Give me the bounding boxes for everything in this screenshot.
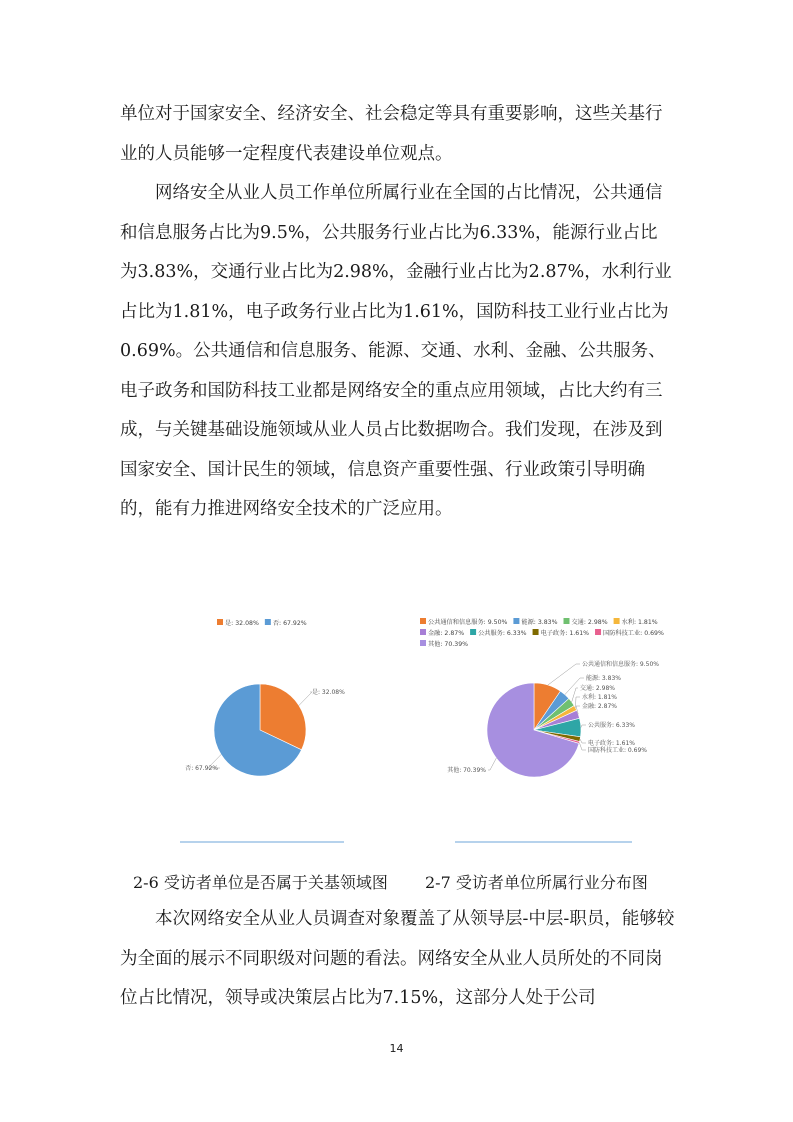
data-label-3: 水利: 1.81% (582, 694, 617, 701)
legend-swatch-1 (265, 619, 271, 625)
data-label-6: 电子政务: 1.61% (588, 740, 635, 747)
paragraph-job-levels: 本次网络安全从业人员调查对象覆盖了从领导层-中层-职员，能够较为全面的展示不同职级对问题的看法。网络安全从业人员所处的不同岗位占比情况，领导或决策层占比为7.15%，这部分人处于公司 (120, 909, 675, 1008)
legend-swatch-4 (420, 629, 426, 635)
data-label-8: 其他: 70.39% (447, 767, 486, 774)
leader-line-0 (548, 664, 580, 685)
legend-swatch-8 (420, 640, 426, 646)
legend-label-4: 金融: 2.87% (428, 630, 465, 637)
pie-chart-industry-distribution (410, 588, 680, 863)
legend-label-2: 交通: 2.98% (571, 619, 608, 626)
pie-chart-critical-infrastructure (120, 588, 380, 863)
chart-industry-distribution (410, 588, 680, 863)
data-label-0: 公共通信和信息服务: 9.50% (582, 661, 659, 668)
data-label-4: 金融: 2.87% (582, 703, 617, 710)
legend-swatch-5 (470, 629, 476, 635)
data-label-1: 否: 67.92% (185, 765, 218, 772)
data-label-0: 是: 32.08% (312, 689, 345, 696)
data-label-1: 能源: 3.83% (586, 675, 621, 682)
legend-label-3: 水利: 1.81% (621, 619, 658, 626)
leader-line-0 (299, 692, 312, 705)
legend-swatch-3 (614, 618, 620, 624)
paragraph-industry-share: 网络安全从业人员工作单位所属行业在全国的占比情况，公共通信和信息服务占比为9.5%，公共服务行业占比为6.33%，能源行业占比为3.83%，交通行业占比为2.98%，金融行业占比为2.87%，水利行业占比为1.81%，电子政务行业占比为1.61%，国防科技工业行业占比为0.69%。公共通信和信息服务、能源、交通、水利、金融、公共服务、电子政务和国防科技工业都是网络安全的重点应用领域，占比大约有三成，与关键基础设施领域从业人员占比数据吻合。我们发现，在涉及到国家安全、国计民生的领域，信息资产重要性强、行业政策引导明确的，能有力推进网络安全技术的广泛应用。 (120, 183, 672, 519)
data-label-7: 国防科技工业: 0.69% (588, 747, 647, 754)
leader-line-8 (488, 758, 496, 770)
leader-line-7 (579, 742, 586, 750)
leader-line-5 (581, 725, 586, 727)
figure-caption-2-6: 2-6 受访者单位是否属于关基领域图 (133, 873, 388, 892)
legend-swatch-2 (564, 618, 570, 624)
paragraph-continuation: 单位对于国家安全、经济安全、社会稳定等具有重要影响，这些关基行业的人员能够一定程度代表建设单位观点。 (120, 104, 663, 164)
legend-label-7: 国防科技工业: 0.69% (603, 630, 664, 637)
legend-swatch-0 (420, 618, 426, 624)
legend-label-0: 公共通信和信息服务: 9.50% (428, 619, 508, 626)
legend-label-5: 公共服务: 6.33% (478, 630, 527, 637)
legend-swatch-6 (533, 629, 539, 635)
leader-line-6 (580, 739, 586, 743)
legend-swatch-0 (217, 619, 223, 625)
data-label-2: 交通: 2.98% (580, 685, 615, 692)
paragraph-bottom (120, 900, 675, 1019)
chart-critical-infrastructure (120, 588, 380, 863)
legend-label-8: 其他: 70.39% (428, 641, 469, 648)
figure-caption-2-7: 2-7 受访者单位所属行业分布图 (425, 873, 648, 892)
legend-swatch-1 (513, 618, 519, 624)
data-label-5: 公共服务: 6.33% (588, 722, 635, 729)
legend-label-1: 否: 67.92% (272, 620, 307, 627)
legend-swatch-7 (595, 629, 601, 635)
paragraph-top (120, 95, 675, 530)
legend-label-6: 电子政务: 1.61% (540, 630, 590, 637)
legend-label-0: 是: 32.08% (225, 620, 259, 627)
legend-label-1: 能源: 3.83% (521, 619, 558, 626)
leader-line-2 (572, 688, 578, 702)
page-number: 14 (389, 1042, 404, 1055)
